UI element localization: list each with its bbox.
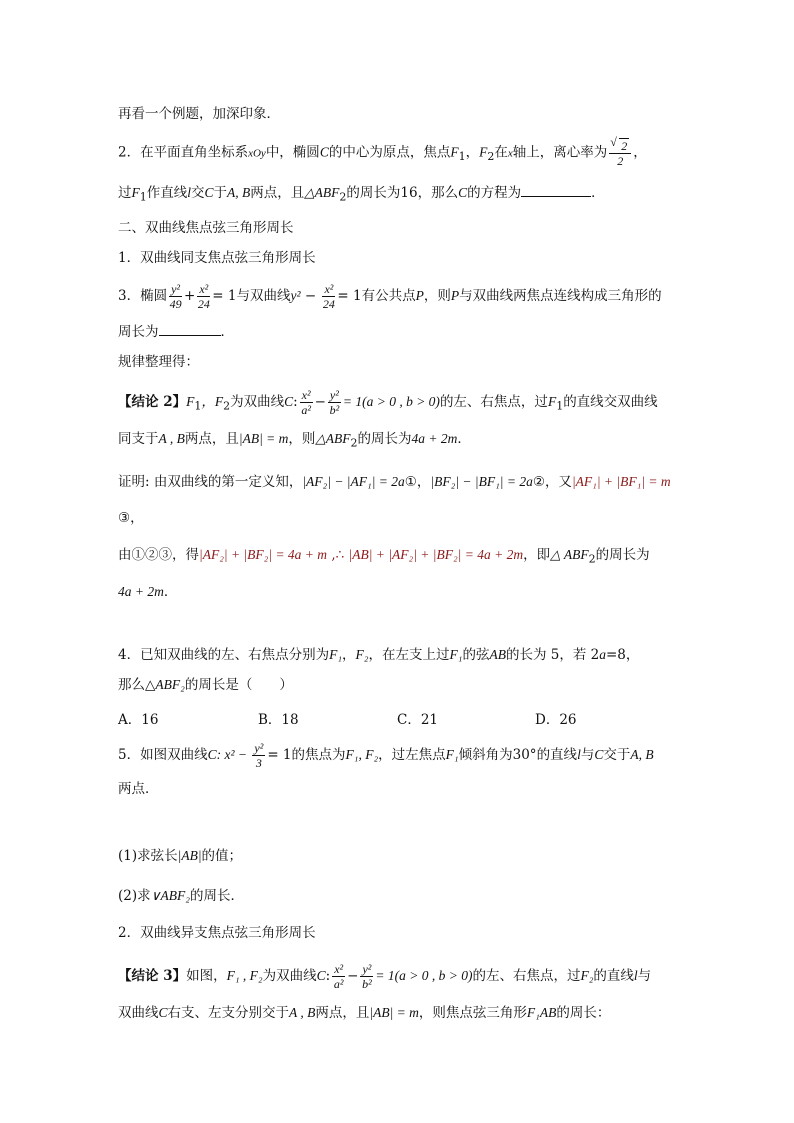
section-heading: 二、双曲线焦点弦三角形周长	[118, 220, 294, 236]
answer-blank[interactable]	[521, 184, 591, 197]
answer-blank[interactable]	[159, 323, 221, 336]
conclusion-2-line-2: 同支于A , B两点，且|AB| = m，则$\triangle ABF_2$的周长为4a + 2m．	[118, 431, 471, 450]
eccentricity-fraction: √ $\frac{2}{2}$	[609, 138, 631, 168]
option-a[interactable]: A．16	[118, 712, 159, 728]
question-4-line-1: 4．已知双曲线的左、右焦点分别为F₁，F₂，在左支上过F₁的弦AB的长为 5，若 2a=8，	[118, 647, 640, 663]
option-b[interactable]: B．18	[258, 712, 299, 728]
question-5-part-2: (2)求∨ABF₂的周长．	[118, 888, 244, 904]
intro-text: 再看一个例题，加深印象．	[118, 106, 280, 122]
question-3-line-1: 3．椭圆 $\frac{\text{y²}}{49}$ + $\frac{\text{x²}}{24}$ = 1与双曲线y² − $\frac{\text{x²}}{24}$ = 1有公共点P，则P与双曲线两焦点连线构成三角形的	[118, 282, 662, 311]
question-4-line-2: 那么△ABF₂的周长是（ ）	[118, 677, 293, 693]
question-3-line-2: 周长为 ．	[118, 324, 234, 340]
conclusion-3-line-1: 【结论 3】如图，F₁ , F₂为双曲线C: $\frac{\text{x²}}{\text{a²}}$ − $\frac{\text{y²}}{\text{b²}}$ = 1(a > 0 , b > 0)的左、右焦点，过F₂的直线l与	[118, 962, 652, 991]
question-5-line-1: 5．如图双曲线C: x² − $\frac{\text{y²}}{3}$ = 1的焦点为F₁, F₂，过左焦点F₁倾斜角为30°的直线l与C交于A, B	[118, 741, 654, 770]
option-c[interactable]: C．21	[397, 712, 439, 728]
rule-heading: 规律整理得：	[118, 354, 199, 370]
proof-line-3: 由①②③，得|AF₂| + |BF₂| = 4a + m ,∴ |AB| + |AF₂| + |BF₂| = 4a + 2m，即△ $ABF_2$的周长为	[118, 547, 650, 566]
proof-line-1: 证明: 由双曲线的第一定义知，|AF₂| − |AF₁| = 2a①，|BF₂| − |BF₁| = 2a②，又|AF₁| + |BF₁| = m	[118, 474, 671, 490]
question-5-part-1: (1)求弦长|AB|的值；	[118, 848, 243, 864]
question-5-line-2: 两点．	[118, 781, 159, 797]
question-2-line-2: 过$F_1$作直线l交C于A, B两点，且$\triangle ABF_2$的周长为16，那么C的方程为 ．	[118, 185, 605, 204]
conclusion-2-line-1: 【结论 2】$F_1$，$F_2$为双曲线C: $\frac{\text{x²}}{\text{a²}}$ − $\frac{\text{y²}}{\text{b²}}$ = 1(a > 0 , b > 0)的左、右焦点，过$F_1$的直线交双曲线	[118, 388, 658, 417]
option-d[interactable]: D．26	[535, 712, 577, 728]
subsection-1-heading: 1．双曲线同支焦点弦三角形周长	[118, 250, 316, 266]
question-2-line-1: 2．在平面直角坐标系xOy中，椭圆C的中心为原点，焦点$F_1$，$F_2$在x轴上，离心率为 √ $\frac{2}{2}$ ，	[118, 138, 647, 168]
subsection-2-heading: 2．双曲线异支焦点弦三角形周长	[118, 925, 316, 941]
proof-line-4: 4a + 2m．	[118, 584, 178, 600]
conclusion-3-line-2: 双曲线C右支、左支分别交于A , B两点，且|AB| = m，则焦点弦三角形F₁AB的周长：	[118, 1005, 611, 1021]
proof-line-2: ③，	[118, 510, 144, 526]
